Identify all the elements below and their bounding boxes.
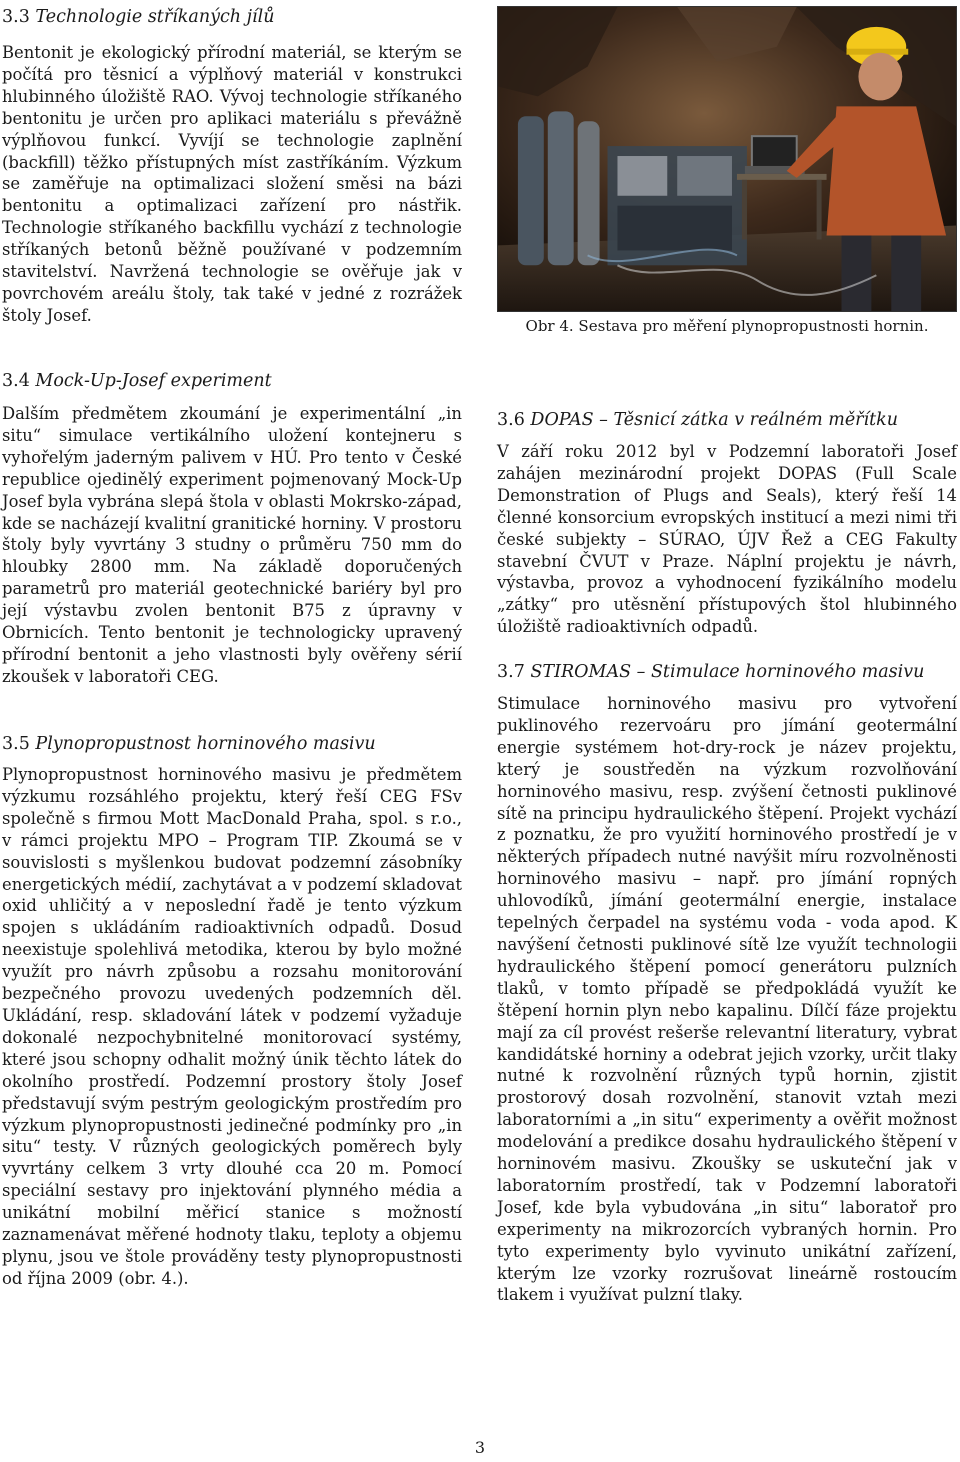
section-heading-3-3 <box>2 6 275 28</box>
figure-photo <box>497 6 957 312</box>
section-number: 3.3 <box>2 7 30 27</box>
section-heading-3-4 <box>2 370 272 392</box>
section-text-3-6: V září roku 2012 byl v Podzemní laboratoři Josef zahájen mezinárodní projekt DOPAS (Full Scale Demonstration of Plugs and Seals), který řeší 14 členné konsorcium evropských institucí a mezi nimi tři české subjekty – SÚRAO, ÚJV Řež a CEG Fakulty stavební ČVUT v Praze. Náplní projektu je návrh, výstavba, provoz a vyhodnocení fyzikálního modelu „zátky“ pro utěsnění přístupových štol hlubinného úložiště radioaktivních odpadů. <box>497 442 957 637</box>
photo-icon <box>498 7 956 311</box>
section-title: DOPAS – Těsnicí zátka v reálném měřítku <box>530 410 899 430</box>
section-heading-3-5 <box>2 733 376 755</box>
section-text-3-3: Bentonit je ekologický přírodní materiál, se kterým se počítá pro těsnicí a výplňový materiál v konstrukci hlubinného úložiště RAO. Vývoj technologie stříkaného bentonitu je určen pro aplikaci materiálu s převážně výplňovou funkcí. Vyvíjí se technologie zaplnění (backfill) těžko přístupných míst zastříkáním. Výzkum se zaměřuje na optimalizaci složení směsi na bázi bentonitu a optimalizaci zařízení pro nástřik. Technologie stříkaného backfillu vychází z technologie stříkaných betonů běžně používané v podzemním stavitelství. Navržená technologie se ověřuje jak v povrchovém areálu štoly, tak také v jedné z rozrážek štoly Josef. <box>2 43 462 325</box>
section-heading-3-6 <box>497 409 898 431</box>
section-text-3-7: Stimulace horninového masivu pro vytvoření puklinového rezervoáru pro jímání geotermální energie systémem hot-dry-rock je název projektu, který je soustředěn na výzkum rozvolňování horninového masivu, resp. zvýšení četnosti puklinové sítě na principu hydraulického štěpení. Projekt vychází z poznatku, že pro využití horninového prostředí je v některých případech nutné navýšit míru rozvolněnosti horninového masivu – např. pro jímání ropných uhlovodíků, jímání geotermální energie, instalace tepelných čerpadel na systému voda - voda apod. K navýšení četnosti puklinové sítě lze využít technologii hydraulického štěpení pomocí generátoru pulzních tlaků, v tomto případě se předpokládá využít ke štěpení hornin plyn nebo kapalinu. Dílčí fáze projektu mají za cíl provést rešerše relevantní literatury, vybrat kandidátské horniny a odebrat jejich vzorky, určit tlaky nutné k rozvolnění různých typů hornin, zjistit prostorový dosah rozvolnění, stanovit vztah mezi laboratorními a „in situ“ experimenty a ověřit možnost modelování a predikce dosahu hydraulického štěpení v horninovém masivu. Zkoušky se uskuteční jak v laboratorním prostředí, tak v Podzemní laboratoři Josef, kde byla vybudována „in situ“ laboratoř pro experimenty na mikrozorcích vybraných hornin. Pro tyto experimenty bylo vyvinuto unikátní zařízení, kterým lze vzorky rozrušovat lineárně rostoucím tlakem i využívat pulzní tlaky. <box>497 694 957 1305</box>
section-number: 3.4 <box>2 371 30 391</box>
section-text-3-5: Plynopropustnost horninového masivu je předmětem výzkumu rozsáhlého projektu, který řeší CEG FSv společně s firmou Mott MacDonald Praha, spol. s r.o., v rámci projektu MPO – Program TIP. Zkoumá se v souvislosti s myšlenkou budovat podzemní zásobníky energetických médií, zachytávat a v podzemí skladovat oxid uhličitý a v neposlední řadě je tento výzkum spojen s ukládáním radioaktivních odpadů. Dosud neexistuje spolehlivá metodika, kterou by bylo možné využít pro návrh způsobu a rozsahu monitorování bezpečného provozu uvedených podzemních děl. Ukládání, resp. skladování látek v podzemí vyžaduje dokonalé nezpochybnitelné monitorovací systémy, které jsou schopny odhalit možný únik těchto látek do okolního prostředí. Podzemní prostory štoly Josef představují svým pestrým geologickým prostředím pro výzkum plynopropustnosti jedinečné podmínky pro „in situ“ testy. V různých geologických poměrech byly vyvrtány celkem 3 vrty dlouhé cca 20 m. Pomocí speciální sestavy pro injektování plynného média a unikátní mobilní měřicí stanice s možností zaznamenávat měřené hodnoty tlaku, teploty a objemu plynu, jsou ve štole prováděny testy plynopropustnosti od října 2009 (obr. 4.). <box>2 765 462 1288</box>
section-number: 3.5 <box>2 734 30 754</box>
section-title: STIROMAS – Stimulace horninového masivu <box>530 662 925 682</box>
section-text-3-4: Dalším předmětem zkoumání je experimentální „in situ“ simulace vertikálního uložení kontejneru s vyhořelým jaderným palivem v HÚ. Pro tento v České republice ojedinělý experiment pojmenovaný Mock-Up Josef byla vybrána slepá štola v oblasti Mokrsko-západ, kde se nacházejí kvalitní granitické horniny. V prostoru štoly byly vyvrtány 3 studny o průměru 750 mm do hloubky 2800 mm. Na základě doporučených parametrů pro materiál geotechnické bariéry byl pro její výstavbu zvolen bentonit B75 z úpravny v Obrnicích. Tento bentonit je technologicky upravený přírodní bentonit a jeho vlastnosti byly ověřeny sérií zkoušek v laboratoři CEG. <box>2 404 462 686</box>
page-number: 3 <box>474 1438 486 1457</box>
section-heading-3-7 <box>497 661 924 683</box>
section-number: 3.7 <box>497 662 525 682</box>
section-title: Mock-Up-Josef experiment <box>35 371 272 391</box>
figure-caption: Obr 4. Sestava pro měření plynopropustnosti hornin. <box>525 317 929 335</box>
section-number: 3.6 <box>497 410 525 430</box>
section-title: Technologie stříkaných jílů <box>35 7 275 27</box>
section-title: Plynopropustnost horninového masivu <box>35 734 376 754</box>
